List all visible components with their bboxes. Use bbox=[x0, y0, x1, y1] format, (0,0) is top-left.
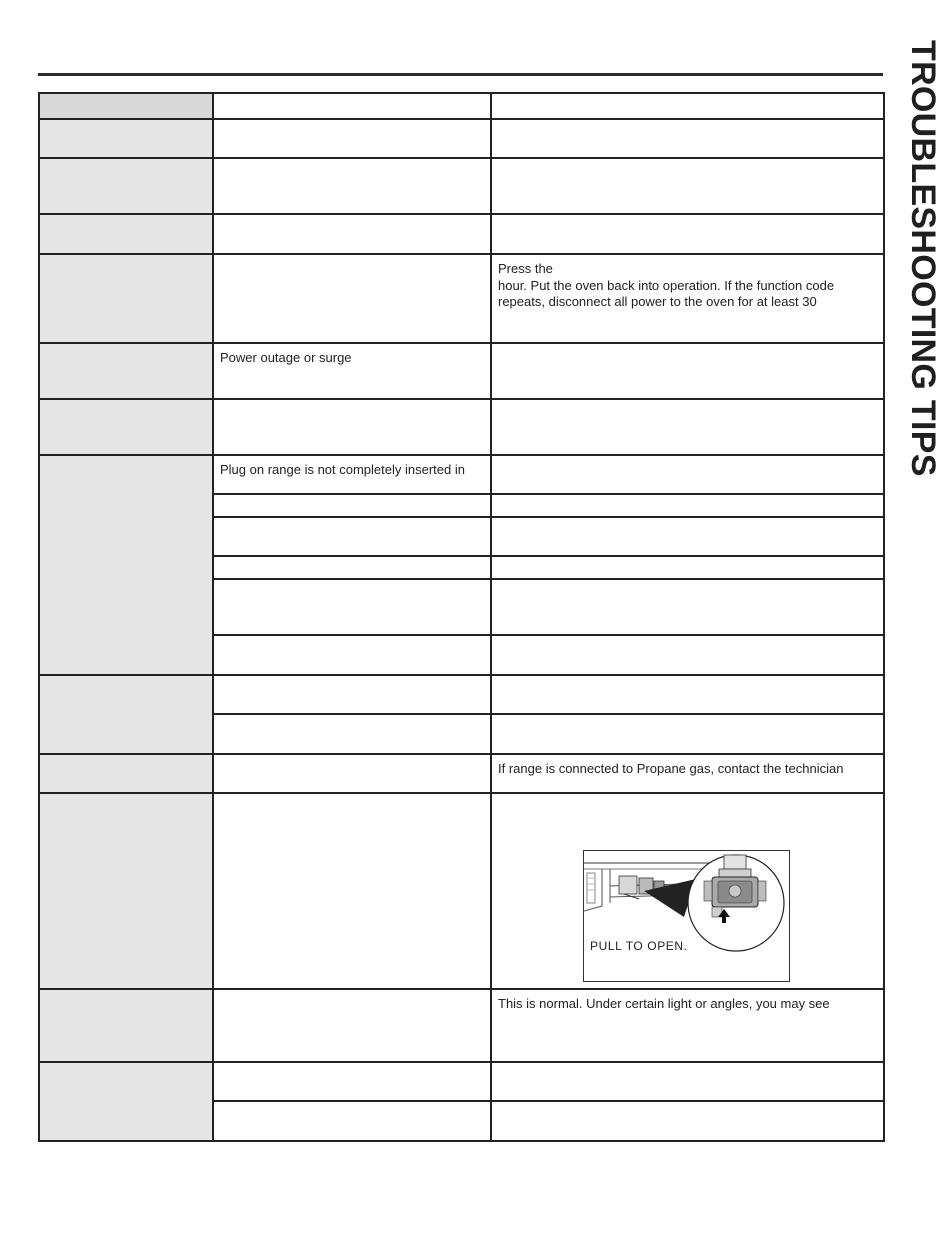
table-row bbox=[39, 754, 884, 793]
cause-cell bbox=[213, 675, 491, 714]
problem-cell bbox=[39, 675, 213, 754]
problem-cell bbox=[39, 119, 213, 158]
cause-cell bbox=[213, 635, 491, 675]
header-cause-cell bbox=[213, 93, 491, 119]
cause-cell bbox=[213, 556, 491, 579]
solution-text: Press the hour. Put the oven back into operation. If the function code repeats, disconnect all power to the oven for at least 30 bbox=[498, 261, 835, 309]
cause-text: Plug on range is not completely inserted in bbox=[220, 462, 465, 477]
top-rule bbox=[38, 73, 883, 76]
problem-cell bbox=[39, 1062, 213, 1141]
troubleshooting-table bbox=[38, 92, 885, 1142]
solution-cell bbox=[491, 1062, 884, 1101]
cause-cell bbox=[213, 455, 491, 494]
solution-cell bbox=[491, 494, 884, 517]
gas-valve-figure bbox=[583, 850, 790, 982]
table-row bbox=[39, 119, 884, 158]
solution-text: This is normal. Under certain light or angles, you may see bbox=[498, 996, 830, 1011]
cause-cell bbox=[213, 254, 491, 343]
cause-cell bbox=[213, 119, 491, 158]
solution-cell bbox=[491, 343, 884, 399]
solution-cell bbox=[491, 455, 884, 494]
solution-cell bbox=[491, 989, 884, 1062]
solution-cell bbox=[491, 158, 884, 214]
table-row bbox=[39, 343, 884, 399]
figure-label: PULL TO OPEN. bbox=[590, 939, 688, 953]
header-problem-cell bbox=[39, 93, 213, 119]
problem-cell bbox=[39, 754, 213, 793]
solution-cell bbox=[491, 214, 884, 254]
table-row bbox=[39, 399, 884, 455]
table-row bbox=[39, 989, 884, 1062]
cause-cell bbox=[213, 494, 491, 517]
solution-cell bbox=[491, 254, 884, 343]
problem-cell bbox=[39, 343, 213, 399]
cause-cell bbox=[213, 214, 491, 254]
problem-cell bbox=[39, 158, 213, 214]
cause-cell bbox=[213, 1101, 491, 1141]
solution-cell bbox=[491, 635, 884, 675]
table-row bbox=[39, 793, 884, 989]
table-header-row bbox=[39, 93, 884, 119]
solution-cell bbox=[491, 714, 884, 754]
table-row bbox=[39, 254, 884, 343]
table-row bbox=[39, 1062, 884, 1101]
solution-cell bbox=[491, 754, 884, 793]
table-row bbox=[39, 455, 884, 494]
solution-cell bbox=[491, 517, 884, 556]
solution-cell bbox=[491, 556, 884, 579]
cause-text: Power outage or surge bbox=[220, 350, 352, 365]
cause-cell bbox=[213, 579, 491, 635]
solution-cell bbox=[491, 1101, 884, 1141]
side-title bbox=[880, 40, 942, 477]
cause-cell bbox=[213, 517, 491, 556]
table-row bbox=[39, 214, 884, 254]
solution-cell bbox=[491, 793, 884, 989]
problem-cell bbox=[39, 214, 213, 254]
table-row bbox=[39, 675, 884, 714]
problem-cell bbox=[39, 989, 213, 1062]
cause-cell bbox=[213, 399, 491, 455]
solution-cell bbox=[491, 399, 884, 455]
cause-cell bbox=[213, 793, 491, 989]
side-title-text: TROUBLESHOOTING TIPS bbox=[904, 40, 942, 477]
cause-cell bbox=[213, 989, 491, 1062]
problem-cell bbox=[39, 254, 213, 343]
solution-cell bbox=[491, 119, 884, 158]
cause-cell bbox=[213, 754, 491, 793]
solution-text: If range is connected to Propane gas, contact the technician bbox=[498, 761, 844, 776]
cause-cell bbox=[213, 714, 491, 754]
solution-cell bbox=[491, 579, 884, 635]
table-row bbox=[39, 158, 884, 214]
cause-cell bbox=[213, 158, 491, 214]
problem-cell bbox=[39, 455, 213, 675]
problem-cell bbox=[39, 793, 213, 989]
problem-cell bbox=[39, 399, 213, 455]
cause-cell bbox=[213, 343, 491, 399]
solution-cell bbox=[491, 675, 884, 714]
gas-valve-illustration bbox=[584, 851, 789, 981]
header-solution-cell bbox=[491, 93, 884, 119]
cause-cell bbox=[213, 1062, 491, 1101]
